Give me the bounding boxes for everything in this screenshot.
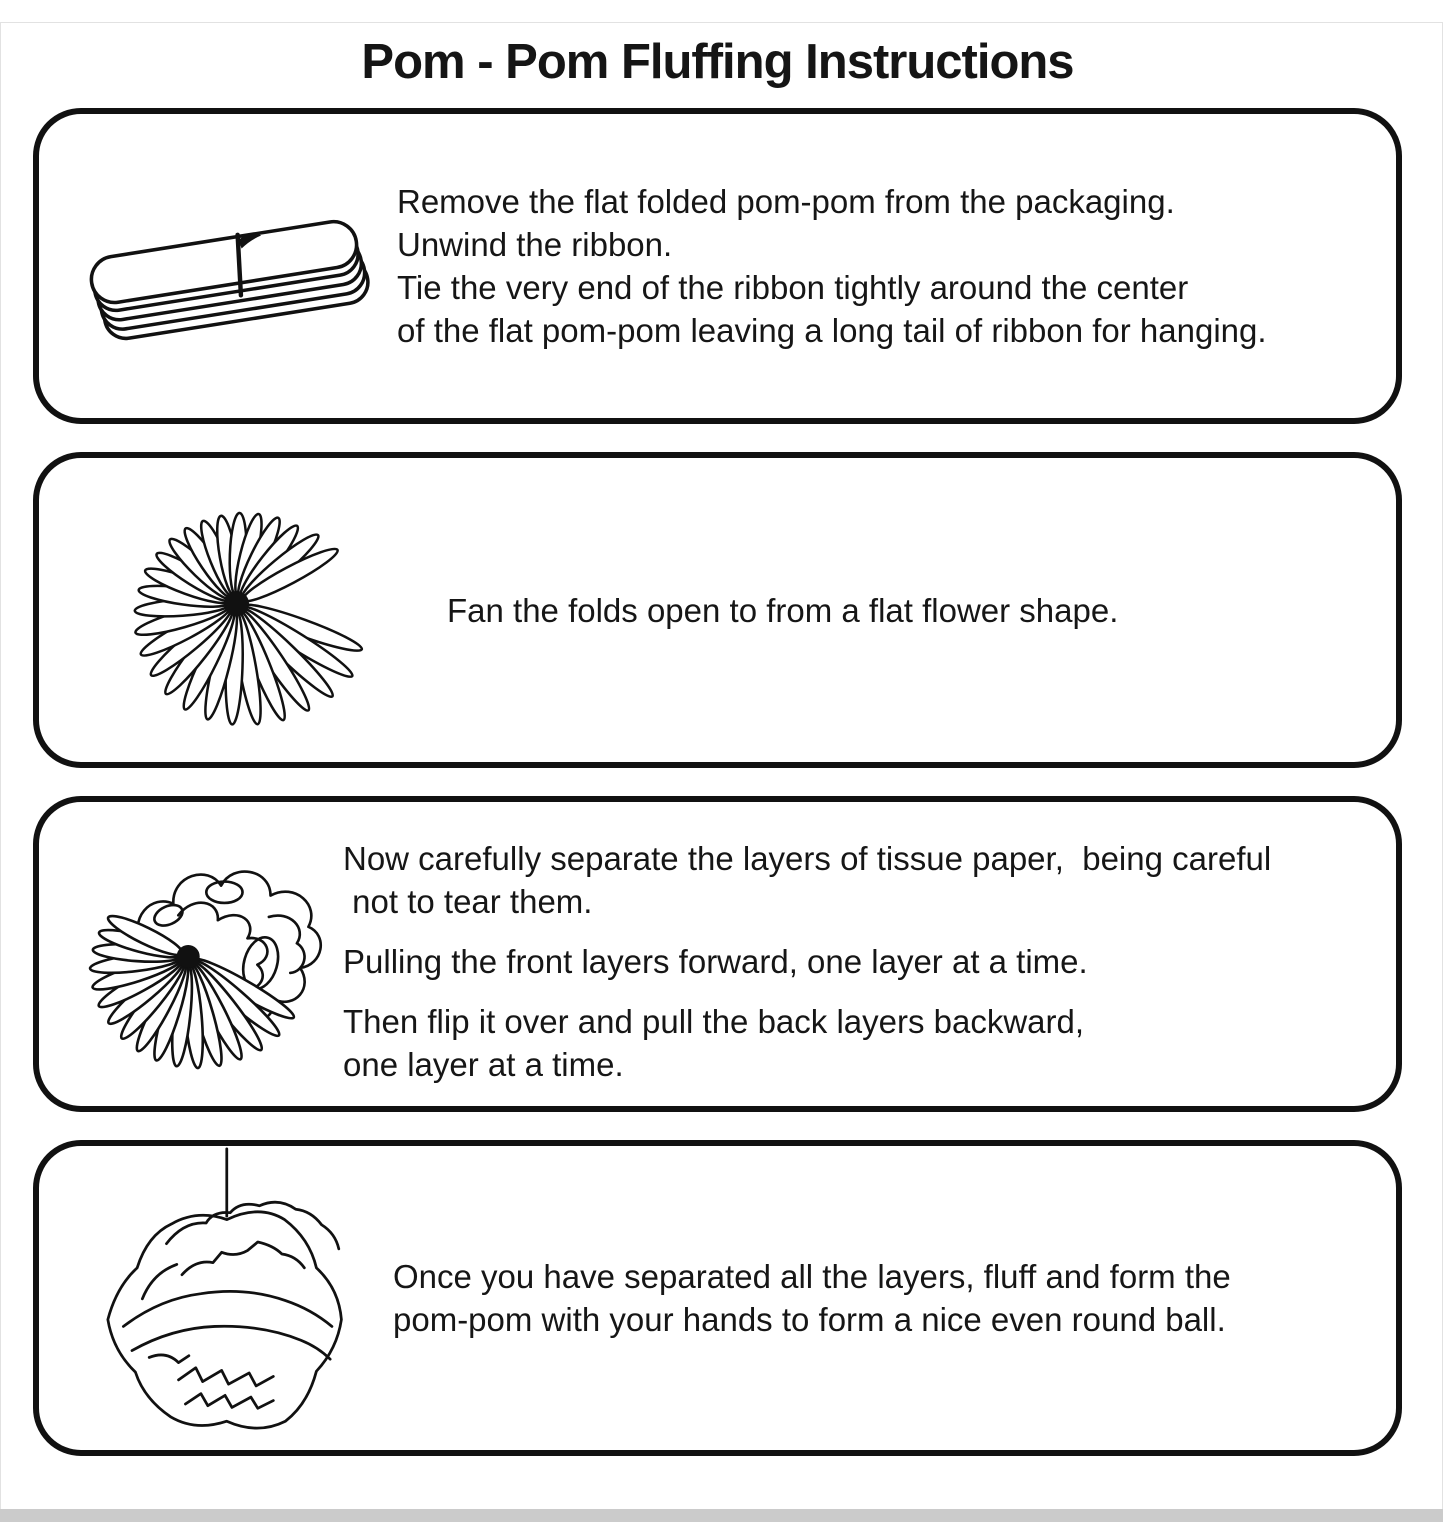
step-3-paragraph-2 xyxy=(343,940,1378,983)
step-1-paragraph xyxy=(397,180,1378,352)
step-2-paragraph xyxy=(447,589,1378,632)
flat-flower-fan-illustration xyxy=(63,460,413,760)
step-4-line-2: pom-pom with your hands to form a nice even round ball. xyxy=(393,1301,1226,1338)
scan-edge-strip xyxy=(0,1509,1443,1522)
step-1-line-1: Remove the flat folded pom-pom from the packaging. xyxy=(397,183,1175,220)
step-3-paragraph-1 xyxy=(343,837,1378,923)
fan-center-knot xyxy=(224,591,249,616)
page-title: Pom - Pom Fluffing Instructions xyxy=(361,35,1074,89)
step-panel-4 xyxy=(33,1140,1402,1456)
step-3-text xyxy=(343,837,1378,1086)
step-2-line-1: Fan the folds open to from a flat flower shape. xyxy=(447,591,1119,629)
step-panel-1 xyxy=(33,108,1402,424)
half-fluffed-drawing xyxy=(63,818,343,1090)
step-panel-3 xyxy=(33,796,1402,1112)
step-3-line-2: not to tear them. xyxy=(343,882,593,920)
step-4-line-1: Once you have separated all the layers, fluff and form the xyxy=(393,1258,1231,1295)
step-4-text xyxy=(393,1255,1378,1341)
round-pompom-drawing xyxy=(82,1147,375,1449)
fan-center-knot xyxy=(177,945,200,968)
fan-flower-drawing xyxy=(80,460,396,760)
step-2-text xyxy=(413,589,1378,632)
step-3-line-3: Pulling the front layers forward, one layer at a time. xyxy=(343,942,1088,980)
step-3-line-1: Now carefully separate the layers of tissue paper, being careful xyxy=(343,839,1272,877)
step-1-line-3: Tie the very end of the ribbon tightly around the center xyxy=(397,269,1189,306)
step-panel-2 xyxy=(33,452,1402,768)
step-3-paragraph-3 xyxy=(343,1000,1378,1086)
fluffed-round-ball-illustration xyxy=(63,1147,393,1449)
instruction-sheet xyxy=(0,22,1443,1456)
step-1-text xyxy=(393,180,1378,352)
half-separated-layers-illustration xyxy=(63,818,343,1090)
step-3-line-4: Then flip it over and pull the back layers backward, xyxy=(343,1002,1085,1040)
step-4-paragraph xyxy=(393,1255,1378,1341)
folded-pompom-drawing xyxy=(68,164,388,368)
step-1-line-2: Unwind the ribbon. xyxy=(397,226,673,263)
step-3-line-5: one layer at a time. xyxy=(343,1045,624,1083)
step-1-line-4: of the flat pom-pom leaving a long tail of ribbon for hanging. xyxy=(397,312,1267,349)
flat-folded-pompom-illustration xyxy=(63,164,393,368)
